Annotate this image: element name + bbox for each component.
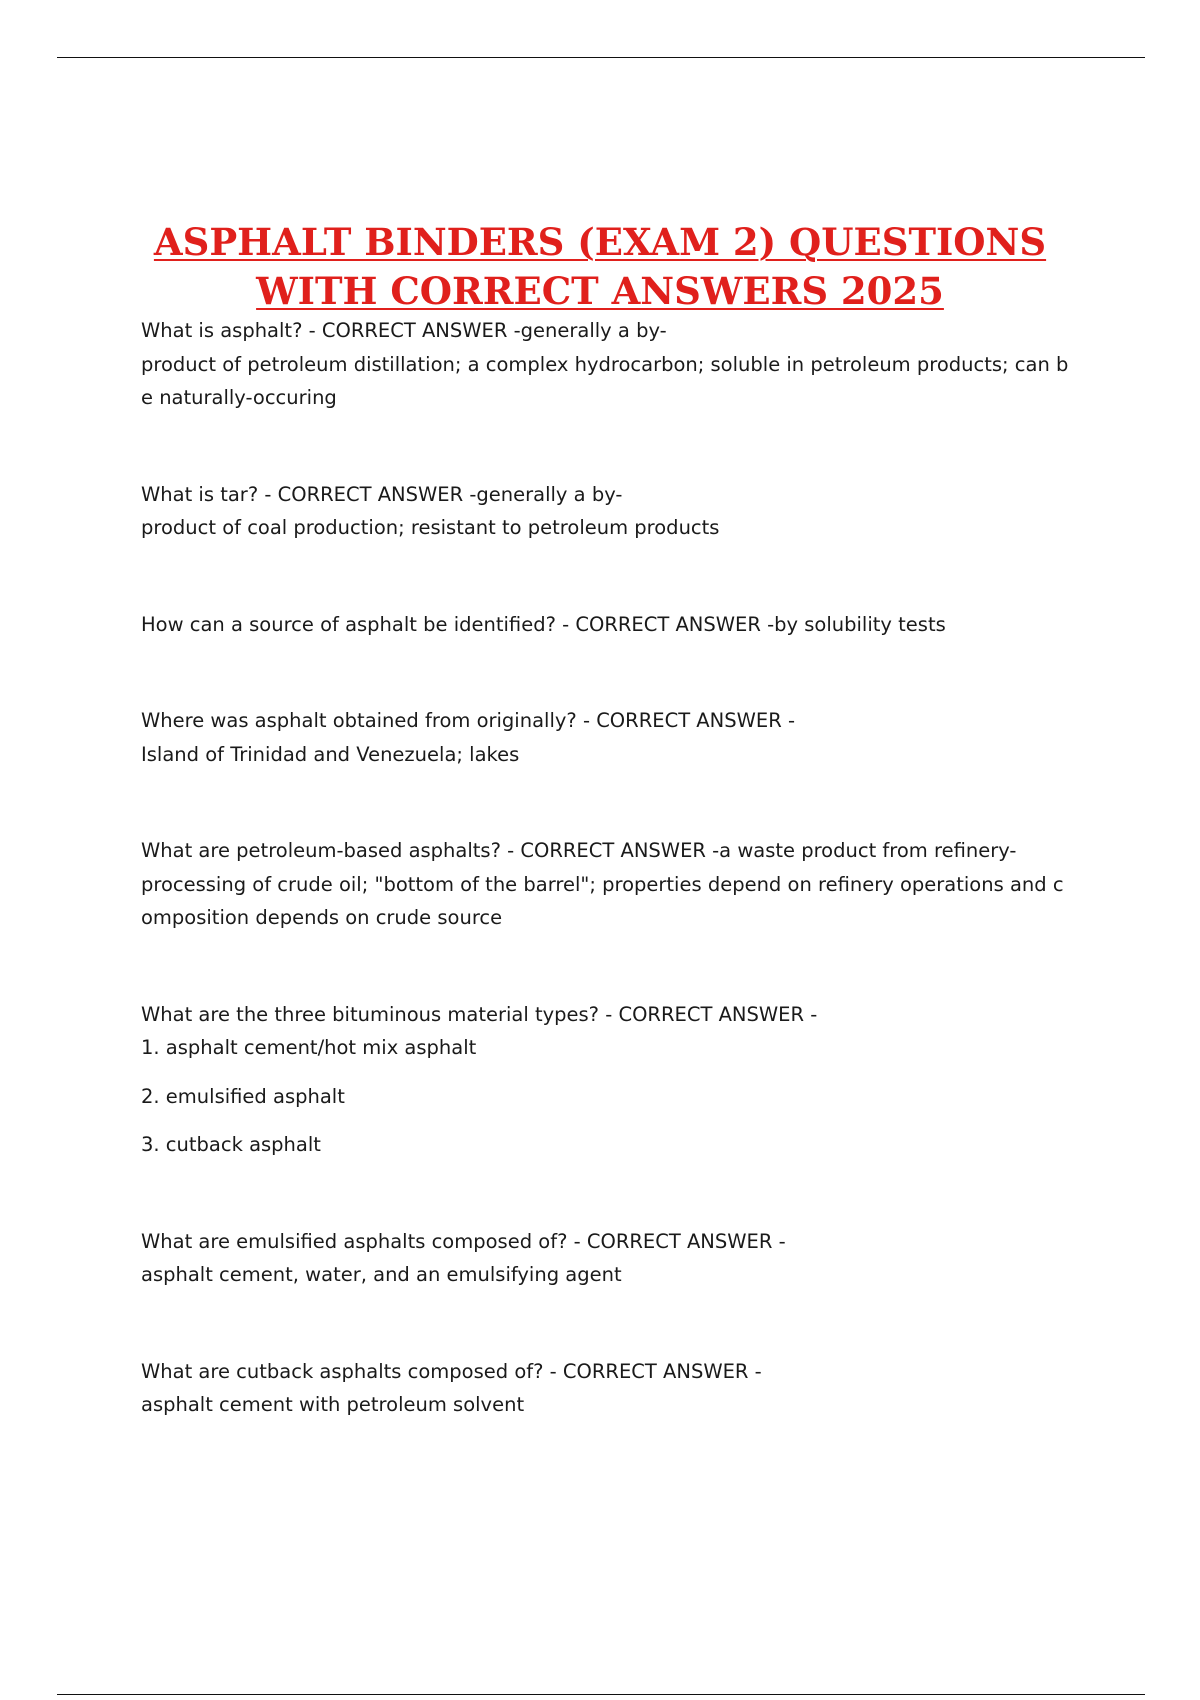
qa-item [141, 1355, 1061, 1422]
list-item: 3. cutback asphalt [141, 1133, 321, 1156]
qa-item [141, 704, 1061, 771]
document-title [100, 218, 1100, 316]
qa-line: What are petroleum-based asphalts? - CORRECT ANSWER -a waste product from refinery- [141, 839, 1017, 862]
qa-line: What are cutback asphalts composed of? - CORRECT ANSWER - [141, 1359, 762, 1383]
qa-line: product of petroleum distillation; a complex hydrocarbon; soluble in petroleum products; can b [141, 352, 1069, 376]
qa-line: What is tar? - CORRECT ANSWER -generally a by- [141, 482, 623, 506]
qa-item [141, 478, 1061, 545]
qa-line: asphalt cement with petroleum solvent [141, 1393, 525, 1416]
qa-item [141, 998, 1061, 1162]
qa-line: processing of crude oil; "bottom of the barrel"; properties depend on refinery operations and c [141, 872, 1064, 896]
qa-content [141, 314, 1069, 1422]
qa-line: Where was asphalt obtained from originally? - CORRECT ANSWER - [141, 709, 795, 732]
qa-line: asphalt cement, water, and an emulsifying agent [141, 1263, 622, 1286]
qa-line: Island of Trinidad and Venezuela; lakes [141, 742, 520, 766]
qa-line: What are emulsified asphalts composed of? - CORRECT ANSWER - [141, 1229, 786, 1253]
title-line-1: ASPHALT BINDERS (EXAM 2) QUESTIONS [153, 220, 1047, 264]
list-item: 2. emulsified asphalt [141, 1084, 345, 1108]
qa-line: How can a source of asphalt be identified? - CORRECT ANSWER -by solubility tests [141, 612, 946, 636]
qa-line: omposition depends on crude source [141, 906, 503, 929]
qa-item [141, 314, 1069, 415]
qa-line: What is asphalt? - CORRECT ANSWER -generally a by- [141, 319, 667, 342]
bottom-rule [57, 1694, 1145, 1695]
title-line-2: WITH CORRECT ANSWERS 2025 [256, 269, 944, 313]
qa-line: e naturally-occuring [141, 386, 337, 409]
qa-item [141, 1225, 1061, 1292]
top-rule [57, 57, 1145, 58]
qa-line: What are the three bituminous material types? - CORRECT ANSWER - [141, 1002, 818, 1026]
qa-line: 1. asphalt cement/hot mix asphalt [141, 1036, 477, 1059]
qa-item [141, 608, 1061, 642]
qa-item [141, 834, 1064, 935]
qa-line: product of coal production; resistant to petroleum products [141, 516, 720, 539]
